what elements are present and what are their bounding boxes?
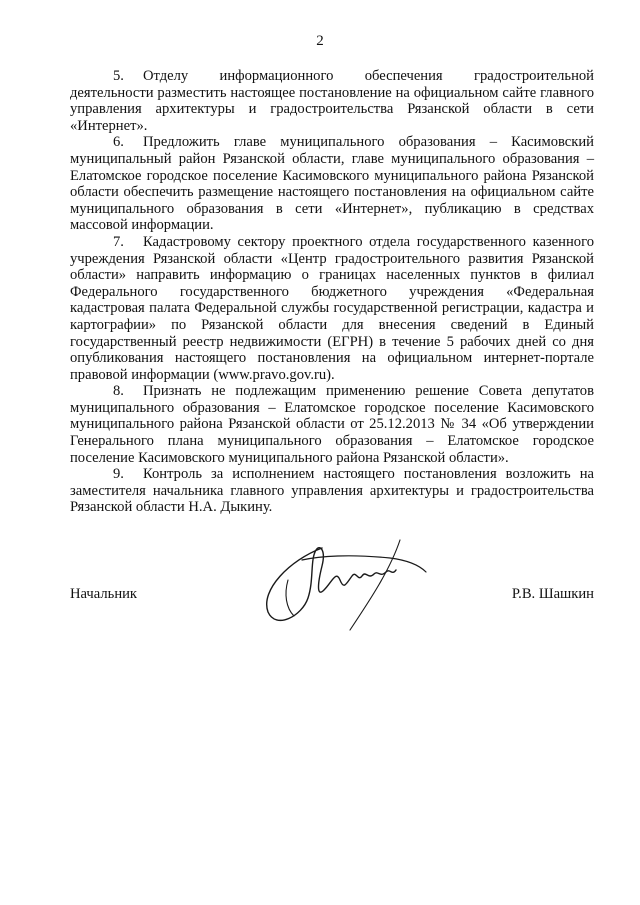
page-number: 2	[316, 33, 324, 49]
signer-title: Начальник	[70, 586, 138, 602]
paragraph-9	[70, 466, 594, 516]
paragraph-text: Кадастровому сектору проектного отдела государственного казенного учреждения Рязанской области «Центр градостроительного развития Рязанской области» направить информацию о границах населенных пунктов в филиал Федерального государственного бюджетного учреждения «Федеральная кадастровая палата Федеральной службы государственной регистрации, кадастра и картографии» по Рязанской области для внесения сведений в Единый государственный реестр недвижимости (ЕГРН) в течение 5 рабочих дней со дня опубликования настоящего постановления на официальном интернет-портале правовой информации (www.pravo.gov.ru).	[70, 233, 594, 383]
paragraph-number: 8.	[113, 383, 124, 400]
paragraph-5	[70, 68, 594, 134]
paragraph-number: 5.	[113, 68, 124, 84]
paragraph-text: Признать не подлежащим применению решение Совета депутатов муниципального образования – Елатомское городское поселение Касимовского муниципального района Рязанской области от 25.12.2013 № 34 «Об утверждении Генерального плана муниципального образования – Елатомское городское поселение Касимовского муниципального района Рязанской области».	[70, 383, 594, 466]
paragraph-6	[70, 134, 594, 234]
signature-row	[70, 586, 594, 606]
paragraph-number: 9.	[113, 466, 124, 483]
paragraph-text: Контроль за исполнением настоящего постановления возложить на заместителя начальника главного управления архитектуры и градостроительства Рязанской области Н.А. Дыкину.	[70, 466, 594, 516]
paragraph-text: Отделу информационного обеспечения градостроительной деятельности разместить настоящее постановление на официальном сайте главного управления архитектуры и градостроительства Рязанской области в сети «Интернет».	[70, 68, 594, 134]
paragraph-7	[70, 234, 594, 383]
signer-name: Р.В. Шашкин	[511, 586, 594, 602]
paragraph-number: 6.	[113, 134, 124, 151]
paragraph-text: Предложить главе муниципального образования – Касимовский муниципальный район Рязанской области, главе муниципального образования – Елатомское городское поселение Касимовского муниципального района Рязанской области обеспечить размещение настоящего постановления на официальном сайте муниципального образования в сети «Интернет», публикацию в средствах массовой информации.	[70, 134, 594, 234]
handwritten-signature	[250, 520, 450, 640]
paragraph-number: 7.	[113, 233, 124, 250]
document-body	[70, 68, 594, 516]
paragraph-8	[70, 383, 594, 466]
